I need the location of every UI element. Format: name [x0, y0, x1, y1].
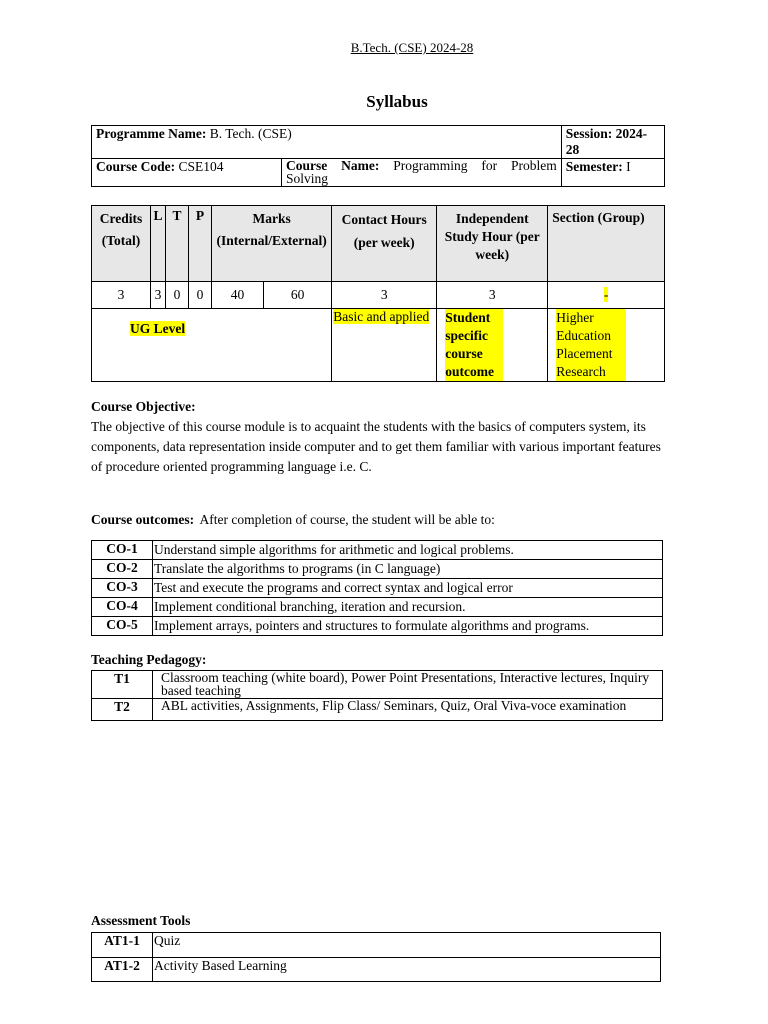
outcome-row — [92, 560, 663, 579]
internal-marks-value: 40 — [212, 282, 264, 309]
course-type-cell — [332, 309, 437, 382]
outcome-row-text: Understand simple algorithms for arithmetic and logical problems. — [153, 541, 663, 560]
objective-text: The objective of this course module is to acquaint the students with the basics of computers system, its components, data representation inside computer and to get them familiar with various important features of procedure oriented programming language i.e. C. — [91, 419, 661, 474]
outcome-tag: Student specific course outcome — [445, 309, 503, 381]
assessment-row-text: Quiz — [153, 933, 661, 958]
p-header: P — [189, 206, 212, 282]
outcome-row-code: CO-4 — [92, 598, 153, 617]
session-cell: Session: 2024-28 — [561, 126, 664, 159]
pedagogy-row-text: Classroom teaching (white board), Power Point Presentations, Interactive lectures, Inquiry based teaching — [153, 671, 663, 699]
outcome-row — [92, 541, 663, 560]
level-cell — [92, 309, 332, 382]
outcome-row-text: Implement conditional branching, iteration and recursion. — [153, 598, 663, 617]
pedagogy-heading: Teaching Pedagogy: — [91, 652, 207, 667]
credits-table — [91, 205, 665, 382]
objective-heading: Course Objective: — [91, 399, 196, 414]
pedagogy-row-code: T2 — [92, 699, 153, 721]
level-tag: UG Level — [130, 321, 186, 336]
t-header: T — [166, 206, 189, 282]
outcome-row — [92, 598, 663, 617]
credits-header: Credits (Total) — [92, 206, 151, 282]
outcome-row-code: CO-5 — [92, 617, 153, 636]
l-value: 3 — [151, 282, 166, 309]
outcome-row-text: Translate the algorithms to programs (in C language) — [153, 560, 663, 579]
independent-study-header: Independent Study Hour (per week) — [437, 206, 548, 282]
outcome-row-code: CO-2 — [92, 560, 153, 579]
outcome-row-code: CO-3 — [92, 579, 153, 598]
programme-name-cell — [92, 126, 562, 159]
outcomes-intro-line — [91, 512, 495, 528]
course-code-value: CSE104 — [178, 159, 224, 174]
semester-label: Semester: — [565, 159, 623, 174]
course-name-cell — [282, 159, 562, 187]
outcome-cell — [437, 309, 548, 382]
programme-info-table — [91, 125, 665, 187]
outcomes-intro: After completion of course, the student will be able to: — [199, 512, 495, 527]
outcomes-table — [91, 540, 663, 636]
course-code-label: Course Code: — [96, 159, 176, 174]
outcome-row — [92, 617, 663, 636]
page-header: B.Tech. (CSE) 2024-28 — [350, 40, 474, 55]
outcome-row — [92, 579, 663, 598]
pedagogy-row — [92, 699, 663, 721]
section-value — [548, 282, 665, 309]
outcomes-heading: Course outcomes: — [91, 512, 195, 527]
course-code-cell — [92, 159, 282, 187]
t-value: 0 — [166, 282, 189, 309]
course-type-tag: Basic and applied — [333, 309, 430, 324]
assessment-heading: Assessment Tools — [91, 913, 191, 928]
credits-value: 3 — [92, 282, 151, 309]
semester-cell — [561, 159, 664, 187]
pedagogy-row-code: T1 — [92, 671, 153, 699]
focus-tag: Higher Education Placement Research — [556, 309, 626, 381]
programme-name-label: Programme Name: — [96, 126, 207, 141]
assessment-row-code: AT1-1 — [92, 933, 153, 958]
semester-value: I — [626, 159, 631, 174]
focus-cell — [548, 309, 665, 382]
contact-hours-header: Contact Hours (per week) — [332, 206, 437, 282]
assessment-row — [92, 958, 661, 982]
outcome-row-text: Test and execute the programs and correct syntax and logical error — [153, 579, 663, 598]
assessment-row — [92, 933, 661, 958]
section-value-text: - — [603, 287, 609, 302]
page-title: Syllabus — [366, 92, 428, 111]
pedagogy-row — [92, 671, 663, 699]
assessment-row-code: AT1-2 — [92, 958, 153, 982]
assessment-table — [91, 932, 661, 982]
pedagogy-table — [91, 670, 663, 721]
outcome-row-text: Implement arrays, pointers and structures to formulate algorithms and programs. — [153, 617, 663, 636]
outcome-row-code: CO-1 — [92, 541, 153, 560]
course-name-label: Course Name: — [286, 158, 380, 173]
programme-name-value: B. Tech. (CSE) — [209, 126, 292, 141]
independent-study-value: 3 — [437, 282, 548, 309]
external-marks-value: 60 — [264, 282, 332, 309]
marks-header: Marks (Internal/External) — [212, 206, 332, 282]
section-header: Section (Group) — [548, 206, 665, 282]
pedagogy-row-text: ABL activities, Assignments, Flip Class/ Seminars, Quiz, Oral Viva-voce examination — [153, 699, 663, 721]
assessment-row-text: Activity Based Learning — [153, 958, 661, 982]
p-value: 0 — [189, 282, 212, 309]
course-name-value: Programming for Problem Solving — [286, 158, 557, 186]
l-header: L — [151, 206, 166, 282]
contact-hours-value: 3 — [332, 282, 437, 309]
